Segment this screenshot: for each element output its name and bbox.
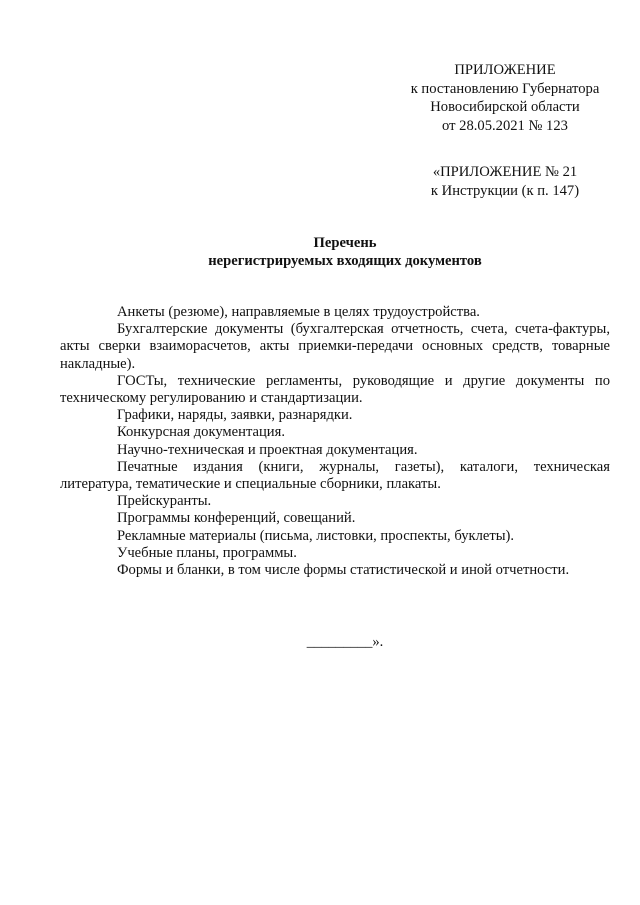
- title-line: Перечень: [313, 235, 377, 251]
- appendix-reference-line: к Инструкции (к п. 147): [430, 182, 580, 199]
- list-item: Формы и бланки, в том числе формы статистической и иной отчетности.: [117, 562, 570, 579]
- list-item: Прейскуранты.: [117, 493, 212, 510]
- list-item: Научно-техническая и проектная документация.: [117, 441, 418, 458]
- list-item: Программы конференций, совещаний.: [117, 510, 356, 527]
- appendix-header-line: к постановлению Губернатора: [410, 80, 600, 97]
- appendix-header-line: Новосибирской области: [430, 99, 580, 115]
- list-item: Печатные издания (книги, журналы, газеты), каталоги, техническая литература, тематические и специальные сборники, плакаты.: [60, 458, 610, 493]
- list-item: Анкеты (резюме), направляемые в целях трудоустройства.: [117, 304, 480, 320]
- title-line: нерегистрируемых входящих документов: [208, 253, 482, 269]
- list-item: ГОСТы, технические регламенты, руководящие и другие документы по техническому регулированию и стандартизации.: [60, 372, 610, 407]
- appendix-header-line: ПРИЛОЖЕНИЕ: [454, 62, 556, 78]
- list-item: Рекламные материалы (письма, листовки, проспекты, буклеты).: [117, 527, 515, 544]
- appendix-reference: [380, 163, 630, 200]
- appendix-header: [380, 61, 630, 135]
- document-title: [60, 234, 630, 270]
- appendix-header-date: от 28.05.2021 № 123: [442, 117, 568, 134]
- list-item: Конкурсная документация.: [117, 424, 285, 441]
- closing-mark: _________».: [306, 634, 384, 650]
- list-item: Графики, наряды, заявки, разнарядки.: [117, 407, 353, 424]
- document-list: [60, 304, 610, 579]
- list-item: Бухгалтерские документы (бухгалтерская отчетность, счета, счета-фактуры, акты сверки взаиморасчетов, акты приемки-передачи основных средств, товарные накладные).: [60, 321, 610, 372]
- list-item: Учебные планы, программы.: [117, 544, 297, 561]
- appendix-reference-line: «ПРИЛОЖЕНИЕ № 21: [432, 164, 578, 180]
